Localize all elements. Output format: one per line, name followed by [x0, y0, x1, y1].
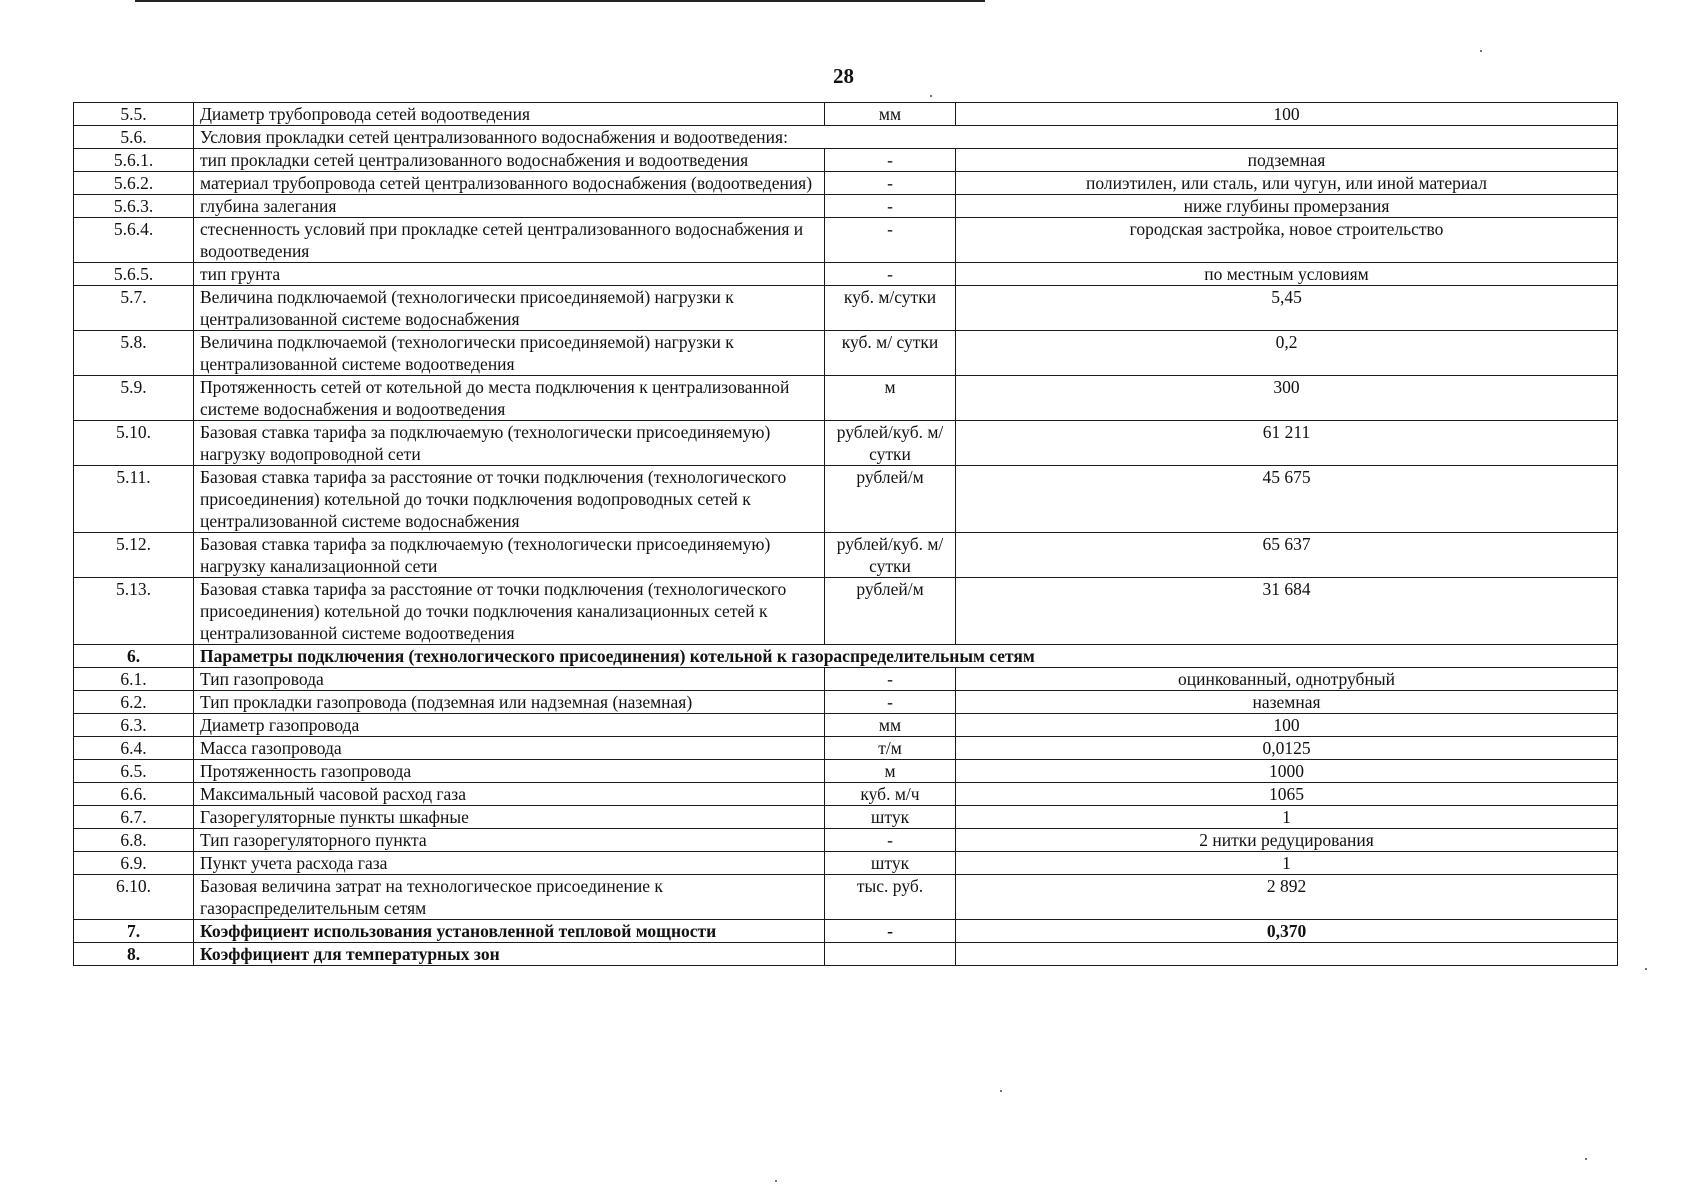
row-unit: т/м: [825, 737, 956, 760]
table-row: [74, 852, 1618, 875]
table-row: [74, 286, 1618, 331]
row-value: 1065: [956, 783, 1618, 806]
row-unit: рублей/м: [825, 466, 956, 533]
row-number: 5.9.: [74, 376, 194, 421]
row-value: полиэтилен, или сталь, или чугун, или иной материал: [956, 172, 1618, 195]
row-unit: рублей/куб. м/сутки: [825, 533, 956, 578]
row-unit: -: [825, 920, 956, 943]
row-unit: штук: [825, 806, 956, 829]
row-number: 5.7.: [74, 286, 194, 331]
row-parameter: Тип газопровода: [194, 668, 825, 691]
table-row: [74, 578, 1618, 645]
row-parameter: Параметры подключения (технологического присоединения) котельной к газораспределительным сетям: [194, 645, 1618, 668]
row-number: 6.7.: [74, 806, 194, 829]
row-unit: куб. м/ сутки: [825, 331, 956, 376]
row-value: 300: [956, 376, 1618, 421]
table-row: [74, 149, 1618, 172]
row-value: 5,45: [956, 286, 1618, 331]
table-row: [74, 943, 1618, 966]
row-parameter: Протяженность газопровода: [194, 760, 825, 783]
row-value: оцинкованный, однотрубный: [956, 668, 1618, 691]
scan-speck: [1000, 1090, 1002, 1092]
table-row: [74, 195, 1618, 218]
row-number: 5.5.: [74, 103, 194, 126]
table-row: [74, 737, 1618, 760]
row-value: городская застройка, новое строительство: [956, 218, 1618, 263]
row-parameter: тип грунта: [194, 263, 825, 286]
row-value: ниже глубины промерзания: [956, 195, 1618, 218]
table-row: [74, 376, 1618, 421]
row-unit: -: [825, 829, 956, 852]
scan-speck: [1585, 1158, 1587, 1160]
row-unit: -: [825, 149, 956, 172]
row-parameter: Условия прокладки сетей централизованного водоснабжения и водоотведения:: [194, 126, 1618, 149]
row-value: 31 684: [956, 578, 1618, 645]
row-unit: -: [825, 195, 956, 218]
row-value: [956, 943, 1618, 966]
row-value: наземная: [956, 691, 1618, 714]
table-row: [74, 645, 1618, 668]
table-row: [74, 103, 1618, 126]
table-row: [74, 172, 1618, 195]
table-row: [74, 533, 1618, 578]
row-parameter: Базовая ставка тарифа за расстояние от точки подключения (технологического присоединения) котельной до точки подключения канализационных сетей к централизованной системе водоотведения: [194, 578, 825, 645]
row-parameter: Масса газопровода: [194, 737, 825, 760]
row-value: 1: [956, 806, 1618, 829]
row-unit: -: [825, 668, 956, 691]
table-row: [74, 466, 1618, 533]
row-parameter: Тип газорегуляторного пункта: [194, 829, 825, 852]
row-unit: тыс. руб.: [825, 875, 956, 920]
row-parameter: стесненность условий при прокладке сетей централизованного водоснабжения и водоотведения: [194, 218, 825, 263]
row-number: 5.6.1.: [74, 149, 194, 172]
row-unit: куб. м/ч: [825, 783, 956, 806]
row-value: 0,0125: [956, 737, 1618, 760]
row-parameter: Максимальный часовой расход газа: [194, 783, 825, 806]
row-unit: [825, 943, 956, 966]
row-unit: -: [825, 263, 956, 286]
parameters-table-body: [74, 103, 1618, 966]
row-value: 65 637: [956, 533, 1618, 578]
table-row: [74, 783, 1618, 806]
row-unit: -: [825, 691, 956, 714]
row-number: 5.12.: [74, 533, 194, 578]
row-unit: рублей/м: [825, 578, 956, 645]
row-number: 5.6.5.: [74, 263, 194, 286]
row-number: 6.9.: [74, 852, 194, 875]
row-value: 2 892: [956, 875, 1618, 920]
row-parameter: Коэффициент для температурных зон: [194, 943, 825, 966]
table-row: [74, 920, 1618, 943]
row-unit: мм: [825, 103, 956, 126]
table-row: [74, 126, 1618, 149]
scan-speck: [1645, 968, 1647, 970]
parameters-table: [73, 102, 1618, 966]
row-parameter: Протяженность сетей от котельной до места подключения к централизованной системе водоснабжения и водоотведения: [194, 376, 825, 421]
row-number: 6.1.: [74, 668, 194, 691]
row-parameter: Тип прокладки газопровода (подземная или надземная (наземная): [194, 691, 825, 714]
row-number: 5.11.: [74, 466, 194, 533]
row-unit: -: [825, 172, 956, 195]
row-number: 6.3.: [74, 714, 194, 737]
row-unit: м: [825, 376, 956, 421]
row-parameter: Величина подключаемой (технологически присоединяемой) нагрузки к централизованной системе водоотведения: [194, 331, 825, 376]
row-parameter: Базовая ставка тарифа за подключаемую (технологически присоединяемую) нагрузку канализационной сети: [194, 533, 825, 578]
table-row: [74, 218, 1618, 263]
row-number: 5.10.: [74, 421, 194, 466]
row-parameter: Коэффициент использования установленной тепловой мощности: [194, 920, 825, 943]
row-parameter: Диаметр газопровода: [194, 714, 825, 737]
row-parameter: Базовая ставка тарифа за расстояние от точки подключения (технологического присоединения) котельной до точки подключения водопроводных сетей к централизованной системе водоснабжения: [194, 466, 825, 533]
page-number: 28: [833, 64, 854, 88]
table-row: [74, 875, 1618, 920]
table-row: [74, 668, 1618, 691]
row-number: 5.6.2.: [74, 172, 194, 195]
table-row: [74, 760, 1618, 783]
row-number: 5.8.: [74, 331, 194, 376]
table-row: [74, 331, 1618, 376]
table-row: [74, 421, 1618, 466]
scan-speck: [930, 95, 932, 97]
row-parameter: Пункт учета расхода газа: [194, 852, 825, 875]
row-unit: мм: [825, 714, 956, 737]
row-value: 100: [956, 714, 1618, 737]
row-number: 6.2.: [74, 691, 194, 714]
row-parameter: Базовая ставка тарифа за подключаемую (технологически присоединяемую) нагрузку водопроводной сети: [194, 421, 825, 466]
row-unit: куб. м/сутки: [825, 286, 956, 331]
row-number: 5.13.: [74, 578, 194, 645]
row-number: 5.6.3.: [74, 195, 194, 218]
row-value: 1000: [956, 760, 1618, 783]
scan-speck: [1480, 50, 1482, 52]
table-row: [74, 691, 1618, 714]
row-parameter: тип прокладки сетей централизованного водоснабжения и водоотведения: [194, 149, 825, 172]
row-number: 6.: [74, 645, 194, 668]
row-parameter: Базовая величина затрат на технологическое присоединение к газораспределительным сетям: [194, 875, 825, 920]
table-row: [74, 806, 1618, 829]
row-parameter: Величина подключаемой (технологически присоединяемой) нагрузки к централизованной системе водоснабжения: [194, 286, 825, 331]
row-number: 6.5.: [74, 760, 194, 783]
row-parameter: Диаметр трубопровода сетей водоотведения: [194, 103, 825, 126]
row-number: 7.: [74, 920, 194, 943]
row-number: 8.: [74, 943, 194, 966]
row-value: подземная: [956, 149, 1618, 172]
row-value: 0,2: [956, 331, 1618, 376]
row-value: 2 нитки редуцирования: [956, 829, 1618, 852]
row-parameter: Газорегуляторные пункты шкафные: [194, 806, 825, 829]
row-unit: рублей/куб. м/сутки: [825, 421, 956, 466]
row-number: 6.6.: [74, 783, 194, 806]
table-row: [74, 829, 1618, 852]
table-row: [74, 714, 1618, 737]
scan-speck: [775, 1180, 777, 1182]
row-number: 5.6.: [74, 126, 194, 149]
row-unit: -: [825, 218, 956, 263]
row-parameter: глубина залегания: [194, 195, 825, 218]
row-unit: штук: [825, 852, 956, 875]
row-value: 1: [956, 852, 1618, 875]
row-value: 100: [956, 103, 1618, 126]
row-number: 5.6.4.: [74, 218, 194, 263]
table-row: [74, 263, 1618, 286]
row-value: по местным условиям: [956, 263, 1618, 286]
scan-top-rule: [135, 0, 985, 4]
row-value: 61 211: [956, 421, 1618, 466]
row-value: 0,370: [956, 920, 1618, 943]
row-number: 6.4.: [74, 737, 194, 760]
row-unit: м: [825, 760, 956, 783]
row-number: 6.8.: [74, 829, 194, 852]
row-number: 6.10.: [74, 875, 194, 920]
row-parameter: материал трубопровода сетей централизованного водоснабжения (водоотведения): [194, 172, 825, 195]
row-value: 45 675: [956, 466, 1618, 533]
